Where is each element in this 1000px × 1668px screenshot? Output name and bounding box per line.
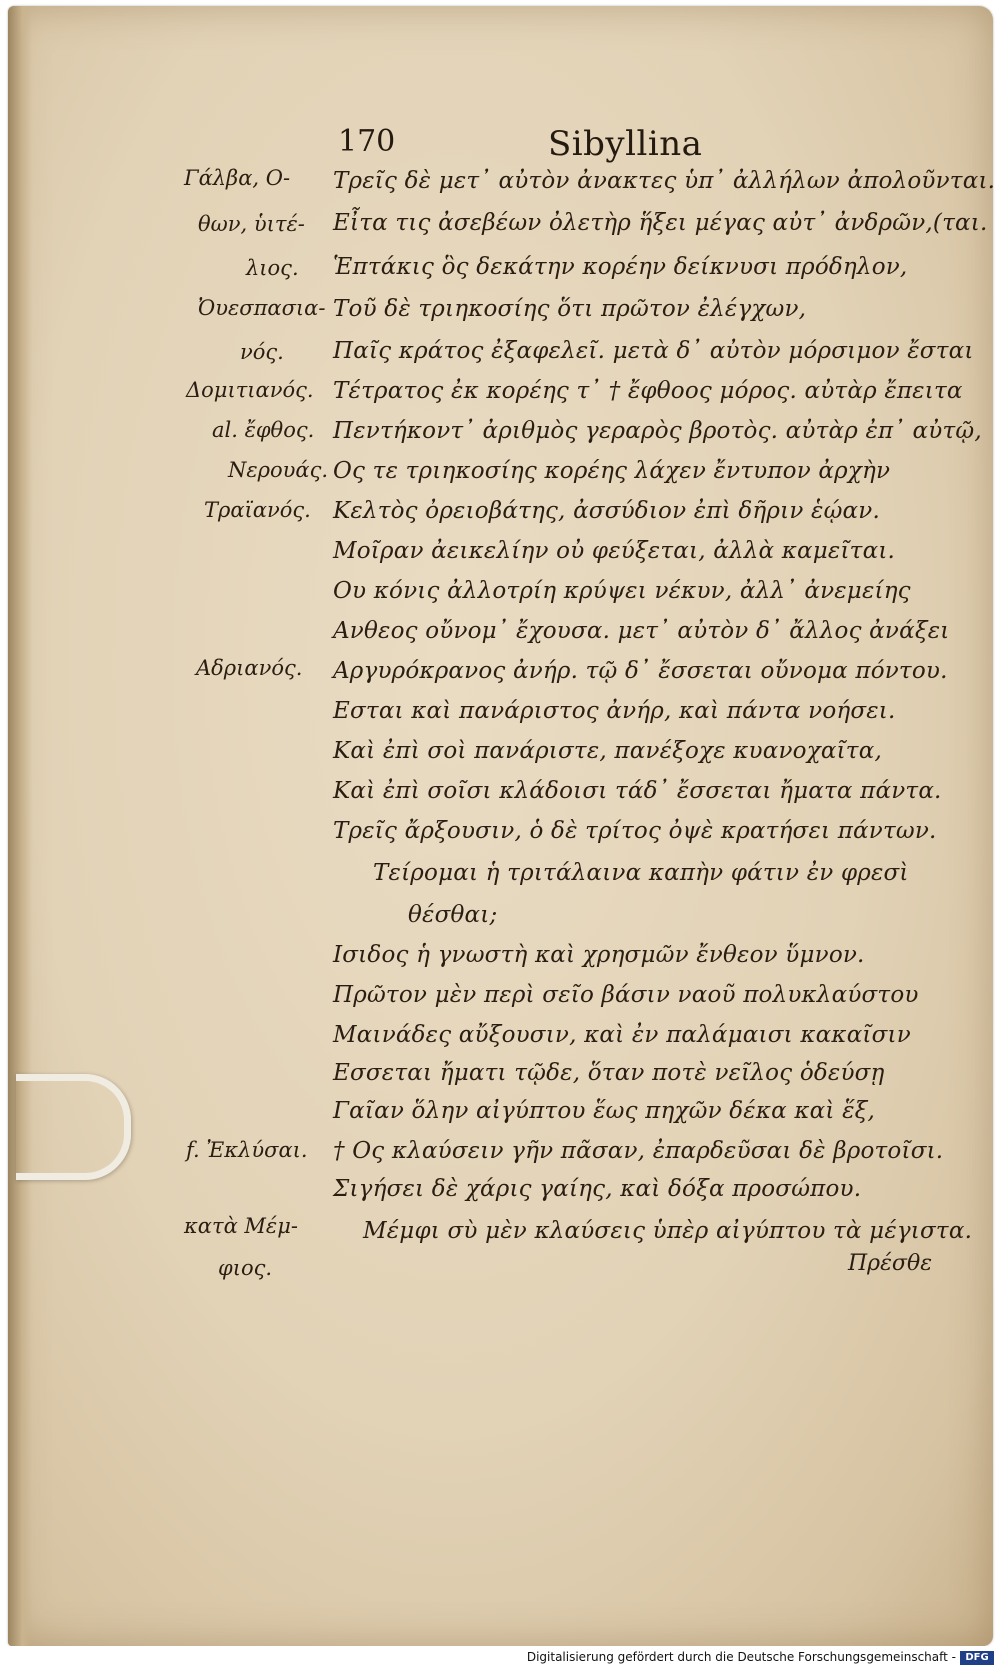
- verse-line: Ου κόνις ἀλλοτρίη κρύψει νέκυν, ἀλλ᾽ ἀνεμείης: [333, 578, 911, 604]
- funding-credit: Digitalisierung gefördert durch die Deutsche Forschungsgemeinschaft -: [526, 1650, 956, 1664]
- margin-note: λιος.: [246, 256, 299, 280]
- verse-line: Γαῖαν ὅλην αἰγύπτου ἕως πηχῶν δέκα καὶ ἕξ,: [333, 1098, 876, 1124]
- dfg-logo: DFG: [960, 1651, 994, 1665]
- verse-line: Τρεῖς δὲ μετ᾽ αὐτὸν ἀνακτες ὑπ᾽ ἀλλήλων ἀπολοῦνται.: [333, 168, 996, 194]
- margin-note: νός.: [240, 340, 284, 364]
- margin-note: al. ἔφθος.: [212, 418, 315, 442]
- verse-line: Μέμφι σὺ μὲν κλαύσεις ὑπὲρ αἰγύπτου τὰ μέγιστα.: [363, 1218, 973, 1244]
- verse-line: Εἶτα τις ἀσεβέων ὀλετὴρ ἥξει μέγας αὐτ᾽ ἀνδρῶν,(ται.: [333, 210, 988, 236]
- margin-note: Γάλβα, Ο-: [184, 166, 291, 190]
- margin-note: κατὰ Μέμ-: [184, 1214, 298, 1238]
- page-number: 170: [338, 124, 396, 159]
- verse-line: Τοῦ δὲ τριηκοσίης ὅτι πρῶτον ἐλέγχων,: [333, 296, 807, 322]
- margin-note: Δομιτιανός.: [186, 378, 314, 402]
- verse-line: Τρεῖς ἄρξουσιν, ὁ δὲ τρίτος ὀψὲ κρατήσει πάντων.: [333, 818, 937, 844]
- catchword: Πρέσθε: [848, 1251, 932, 1276]
- text-block: [8, 6, 996, 1646]
- running-title: Sibyllina: [548, 124, 703, 164]
- verse-line: Αργυρόκρανος ἀνήρ. τῷ δ᾽ ἔσσεται οὔνομα πόντου.: [333, 658, 948, 684]
- verse-line: Εσται καὶ πανάριστος ἀνήρ, καὶ πάντα νοήσει.: [333, 698, 896, 724]
- margin-note: θων, ὑιτέ-: [198, 212, 305, 236]
- verse-line: Πρῶτον μὲν περὶ σεῖο βάσιν ναοῦ πολυκλαύστου: [333, 982, 919, 1008]
- verse-line: Κελτὸς ὀρειοβάτης, ἀσσύδιον ἐπὶ δῆριν ἑῴαν.: [333, 498, 880, 524]
- verse-line: θέσθαι;: [408, 902, 498, 928]
- verse-line: † Ος κλαύσειν γῆν πᾶσαν, ἐπαρδεῦσαι δὲ βροτοῖσι.: [333, 1138, 944, 1164]
- book-page: [8, 6, 996, 1646]
- verse-line: Ος τε τριηκοσίης κορέης λάχεν ἔντυπον ἀρχὴν: [333, 458, 891, 484]
- margin-note: Ὀυεσπασια-: [198, 296, 326, 320]
- verse-line: Μοῖραν ἀεικελίην οὐ φεύξεται, ἀλλὰ καμεῖται.: [333, 538, 896, 564]
- verse-line: Εσσεται ἤματι τῷδε, ὅταν ποτὲ νεῖλος ὁδεύσῃ: [333, 1060, 885, 1086]
- verse-line: Τείρομαι ἡ τριτάλαινα καπὴν φάτιν ἐν φρεσὶ: [373, 860, 909, 886]
- margin-note: φιος.: [218, 1256, 273, 1280]
- verse-line: Καὶ ἐπὶ σοῖσι κλάδοισι τάδ᾽ ἔσσεται ἤματα πάντα.: [333, 778, 942, 804]
- verse-line: Τέτρατος ἐκ κορέης τ᾽ † ἔφθοος μόρος. αὐτὰρ ἔπειτα: [333, 378, 963, 404]
- verse-line: Ανθεος οὔνομ᾽ ἔχουσα. μετ᾽ αὐτὸν δ᾽ ἄλλος ἀνάξει: [333, 618, 950, 644]
- verse-line: Ἑπτάκις ὃς δεκάτην κορέην δείκνυσι πρόδηλον,: [333, 254, 908, 280]
- verse-line: Πεντήκοντ᾽ ἀριθμὸς γεραρὸς βροτὸς. αὐτὰρ ἐπ᾽ αὐτῷ,: [333, 418, 982, 444]
- verse-line: Ισιδος ἡ γνωστὴ καὶ χρησμῶν ἔνθεον ὕμνον.: [333, 942, 865, 968]
- verse-line: Σιγήσει δὲ χάρις γαίης, καὶ δόξα προσώπου.: [333, 1176, 862, 1202]
- digitization-footer: [0, 1646, 1000, 1668]
- verse-line: Μαινάδες αὔξουσιν, καὶ ἐν παλάμαισι κακαῖσιν: [333, 1022, 911, 1048]
- margin-note: Τραϊανός.: [204, 498, 311, 522]
- margin-note: Νερουάς.: [228, 458, 329, 482]
- margin-note: Αδριανός.: [196, 656, 303, 680]
- verse-line: Παῖς κράτος ἐξαφελεῖ. μετὰ δ᾽ αὐτὸν μόρσιμον ἔσται: [333, 338, 974, 364]
- verse-line: Καὶ ἐπὶ σοὶ πανάριστε, πανέξοχε κυανοχαῖτα,: [333, 738, 882, 764]
- margin-note: f. Ἐκλύσαι.: [186, 1138, 308, 1162]
